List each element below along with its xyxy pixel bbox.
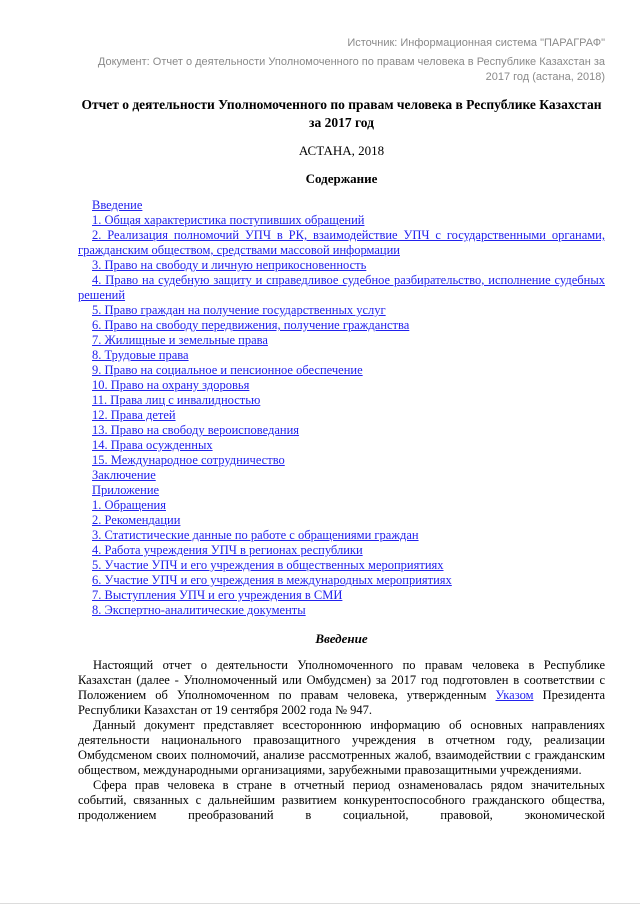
paragraph-text: Президента Республики Казахстан от 19 сентября 2002 года № 947. [78, 688, 605, 717]
toc-link-app4[interactable]: 4. Работа учреждения УПЧ в регионах республики [92, 543, 363, 557]
toc-link-ch12[interactable]: 12. Права детей [92, 408, 176, 422]
toc-link-app2[interactable]: 2. Рекомендации [92, 513, 181, 527]
toc-item [78, 408, 605, 423]
toc-link-ch13[interactable]: 13. Право на свободу вероисповедания [92, 423, 300, 437]
toc-link-ch7[interactable]: 7. Жилищные и земельные права [92, 333, 268, 347]
toc-link-conclusion[interactable]: Заключение [92, 468, 156, 482]
toc-item [78, 348, 605, 363]
toc-link-ch8[interactable]: 8. Трудовые права [92, 348, 189, 362]
toc-item [78, 528, 605, 543]
toc-link-ch10[interactable]: 10. Право на охрану здоровья [92, 378, 250, 392]
table-of-contents [78, 198, 605, 618]
intro-paragraph-3: Сфера прав человека в стране в отчетный период ознаменовалась рядом значительных событий, связанных с дальнейшим развитием конкурентоспособного гражданского общества, продолжением преобразований в социальной, правовой, экономической [78, 778, 605, 822]
toc-item [78, 483, 605, 498]
toc-link-app5[interactable]: 5. Участие УПЧ и его учреждения в общественных мероприятиях [92, 558, 444, 572]
toc-item [78, 363, 605, 378]
toc-link-app7[interactable]: 7. Выступления УПЧ и его учреждения в СМИ [92, 588, 343, 602]
toc-item [78, 468, 605, 483]
page-title: Отчет о деятельности Уполномоченного по правам человека в Республике Казахстан за 2017 год [81, 97, 602, 130]
toc-item [78, 378, 605, 393]
toc-link-ch14[interactable]: 14. Права осужденных [92, 438, 213, 452]
toc-item [78, 273, 605, 303]
toc-link-app8[interactable]: 8. Экспертно-аналитические документы [92, 603, 306, 617]
toc-item [78, 543, 605, 558]
toc-item [78, 258, 605, 273]
toc-item [78, 513, 605, 528]
toc-link-ch4[interactable]: 4. Право на судебную защиту и справедливое судебное разбирательство, исполнение судебных решений [78, 273, 605, 302]
toc-link-ch15[interactable]: 15. Международное сотрудничество [92, 453, 285, 467]
toc-item [78, 558, 605, 573]
paragraph-text: Настоящий отчет о деятельности Уполномоченного по правам человека в Республике Казахстан (далее - Уполномоченный или Омбудсмен) за 2017 год подготовлен в соответствии с Положением об Уполномоченном по правам человека, утвержденным [78, 658, 605, 702]
toc-link-app3[interactable]: 3. Статистические данные по работе с обращениями граждан [92, 528, 419, 542]
toc-link-ch5[interactable]: 5. Право граждан на получение государственных услуг [92, 303, 386, 317]
toc-item [78, 393, 605, 408]
toc-item [78, 213, 605, 228]
toc-link-ch11[interactable]: 11. Права лиц с инвалидностью [92, 393, 261, 407]
toc-item [78, 573, 605, 588]
toc-link-ch3[interactable]: 3. Право на свободу и личную неприкосновенность [92, 258, 367, 272]
toc-item [78, 438, 605, 453]
toc-item [78, 333, 605, 348]
toc-link-app1[interactable]: 1. Обращения [92, 498, 166, 512]
intro-paragraph-2: Данный документ представляет всестороннюю информацию об основных направлениях деятельности национального правозащитного учреждения в отчетном году, реализации Омбудсменом своих полномочий, анализе рассмотренных жалоб, взаимодействии с гражданским обществом, международными организациями, зарубежными правозащитными учреждениями. [78, 718, 605, 777]
toc-item [78, 303, 605, 318]
toc-item [78, 498, 605, 513]
toc-link-appendix[interactable]: Приложение [92, 483, 160, 497]
toc-item [78, 603, 605, 618]
document-description: Документ: Отчет о деятельности Уполномоченного по правам человека в Республике Казахстан за 2017 год (астана, 2018) [97, 56, 605, 83]
toc-item [78, 588, 605, 603]
toc-link-app6[interactable]: 6. Участие УПЧ и его учреждения в международных мероприятиях [92, 573, 452, 587]
decree-link[interactable]: Указом [495, 688, 534, 702]
toc-item [78, 423, 605, 438]
toc-link-introduction[interactable]: Введение [92, 198, 143, 212]
introduction-heading: Введение [315, 631, 368, 646]
toc-item [78, 198, 605, 213]
intro-paragraph-1 [78, 658, 605, 718]
toc-link-ch2[interactable]: 2. Реализация полномочий УПЧ в РК, взаимодействие УПЧ с государственными органами, гражданским обществом, средствами массовой информации [78, 228, 605, 257]
toc-link-ch1[interactable]: 1. Общая характеристика поступивших обращений [92, 213, 365, 227]
toc-link-ch6[interactable]: 6. Право на свободу передвижения, получение гражданства [92, 318, 410, 332]
toc-item [78, 318, 605, 333]
toc-link-ch9[interactable]: 9. Право на социальное и пенсионное обеспечение [92, 363, 363, 377]
toc-item [78, 453, 605, 468]
source-attribution: Источник: Информационная система "ПАРАГРАФ" [347, 37, 605, 49]
toc-heading: Содержание [305, 171, 378, 186]
introduction-body [78, 658, 605, 823]
toc-item [78, 228, 605, 258]
page-boundary-divider [0, 903, 640, 904]
city-year-line: АСТАНА, 2018 [298, 143, 385, 158]
